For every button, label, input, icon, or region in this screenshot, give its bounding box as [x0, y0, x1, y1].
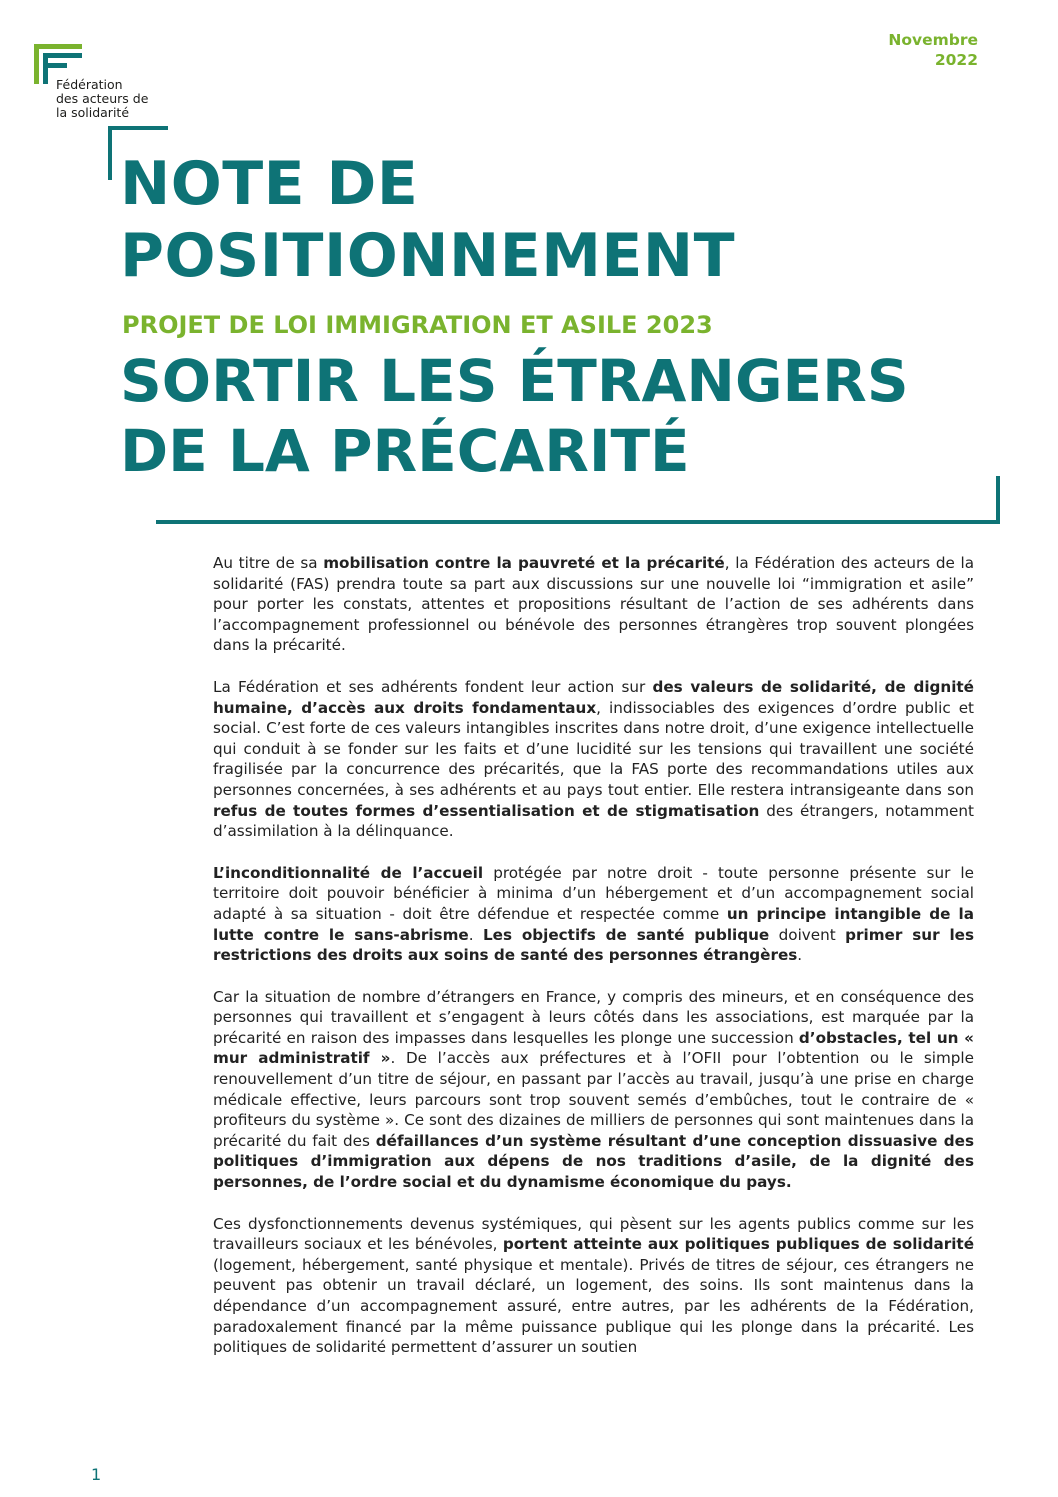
bold-text-run: primer sur les restrictions des droits aux soins de santé des personnes étrangères	[213, 925, 974, 965]
text-run: , indissociables des exigences d’ordre public et social. C’est forte de ces valeurs intangibles inscrites dans notre droit, d’une exigence intellectuelle qui conduit à se fonder sur les faits et d’une lucidité sur les tensions qui travaillent une société fragilisée par la concurrence des précarités, que la FAS porte des recommandations utiles aux personnes concernées, à ses adhérents et au pays tout entier. Elle restera intransigeante dans son	[213, 698, 975, 799]
logo-line-3: la solidarité	[56, 105, 130, 120]
bold-text-run: un principe intangible de la lutte contre le sans-abrisme	[213, 904, 974, 944]
bold-text-run: d’obstacles, tel un « mur administratif »	[213, 1028, 974, 1068]
bold-text-run: L’inconditionnalité de l’accueil	[213, 863, 484, 882]
text-run: doivent	[769, 925, 846, 944]
top-bracket-vertical	[108, 126, 112, 180]
paragraph	[213, 987, 974, 1193]
bold-text-run: portent atteinte aux politiques publiques de solidarité	[502, 1235, 974, 1254]
publication-date	[818, 30, 978, 70]
paragraph	[213, 677, 974, 842]
text-run: .	[797, 946, 803, 965]
date-year: 2022	[934, 51, 978, 69]
text-run: (logement, hébergement, santé physique et mentale). Privés de titres de séjour, ces étrangers ne peuvent pas obtenir un travail déclaré, un logement, des soins. Ils sont maintenus dans la dépendance d’un accompagnement assuré, entre autres, par les adhérents de la Fédération, paradoxalement financé par la même puissance publique qui les plonge dans la précarité. Les politiques de solidarité permettent d’assurer un soutien	[213, 1255, 974, 1357]
text-run: Ces dysfonctionnements devenus systémiques, qui pèsent sur les agents publics comme sur les travailleurs sociaux et les bénévoles,	[213, 1214, 974, 1254]
headline-line-1: SORTIR LES ÉTRANGERS	[120, 347, 909, 415]
text-run: .	[468, 925, 483, 944]
date-month: Novembre	[888, 31, 978, 49]
text-run: protégée par notre droit - toute personne présente sur le territoire doit pouvoir bénéficier à minima d’un hébergement et d’un accompagnement social adapté à sa situation - doit être défendue et respectée comme	[213, 863, 974, 923]
paragraph	[213, 553, 974, 656]
page-number: 1	[91, 1465, 102, 1484]
text-run: des étrangers, notamment d’assimilation à la délinquance.	[213, 801, 974, 841]
logo-line-2: des acteurs de	[56, 91, 149, 106]
document-headline	[120, 346, 909, 486]
logo-text	[56, 78, 148, 120]
top-bracket-horizontal	[108, 126, 168, 130]
title-line-2: POSITIONNEMENT	[120, 221, 736, 291]
bold-text-run: des valeurs de solidarité, de dignité humaine, d’accès aux droits fondamentaux	[213, 677, 974, 717]
text-run: La Fédération et ses adhérents fondent leur action sur	[213, 677, 653, 696]
document-title	[120, 148, 735, 292]
text-run: Car la situation de nombre d’étrangers en France, y compris des mineurs, et en conséquence des personnes qui travaillent et s’engagent à leurs côtés dans les associations, est marquée par la précarité en raison des impasses dans lesquelles les plonge une succession	[213, 987, 974, 1047]
logo-line-1: Fédération	[56, 77, 123, 92]
document-subtitle: PROJET DE LOI IMMIGRATION ET ASILE 2023	[122, 311, 713, 339]
bottom-bracket-horizontal	[156, 520, 1000, 524]
text-run: , la Fédération des acteurs de la solidarité (FAS) prendra toute sa part aux discussions sur une nouvelle loi “immigration et asile” pour porter les constats, attentes et propositions résultant de l’action de ses adhérents dans l’accompagnement professionnel ou bénévole des personnes étrangères trop souvent plongées dans la précarité.	[213, 554, 974, 655]
bold-text-run: mobilisation contre la pauvreté et la précarité	[323, 554, 725, 572]
bold-text-run: Les objectifs de santé publique	[482, 925, 770, 944]
text-run: . De l’accès aux préfectures et à l’OFII pour l’obtention ou le simple renouvellement d’un titre de séjour, en passant par l’accès au travail, jusqu’à une prise en charge médicale effective, leurs parcours sont trop souvent semés d’embûches, tout le contraire de « profiteurs du système ». Ce sont des dizaines de milliers de personnes qui sont maintenues dans la précarité du fait des	[213, 1049, 974, 1150]
text-run: Au titre de sa	[213, 554, 324, 572]
bottom-bracket-vertical	[996, 476, 1000, 524]
bold-text-run: défaillances d’un système résultant d’une conception dissuasive des politiques d’immigration aux dépens de nos traditions d’asile, de la dignité des personnes, de l’ordre social et du dynamisme économique du pays.	[213, 1131, 975, 1192]
headline-line-2: DE LA PRÉCARITÉ	[120, 417, 690, 485]
bold-text-run: refus de toutes formes d’essentialisation et de stigmatisation	[213, 801, 760, 820]
paragraph	[213, 863, 974, 966]
body-text	[213, 553, 974, 1379]
paragraph	[213, 1214, 974, 1358]
title-line-1: NOTE DE	[120, 149, 419, 219]
